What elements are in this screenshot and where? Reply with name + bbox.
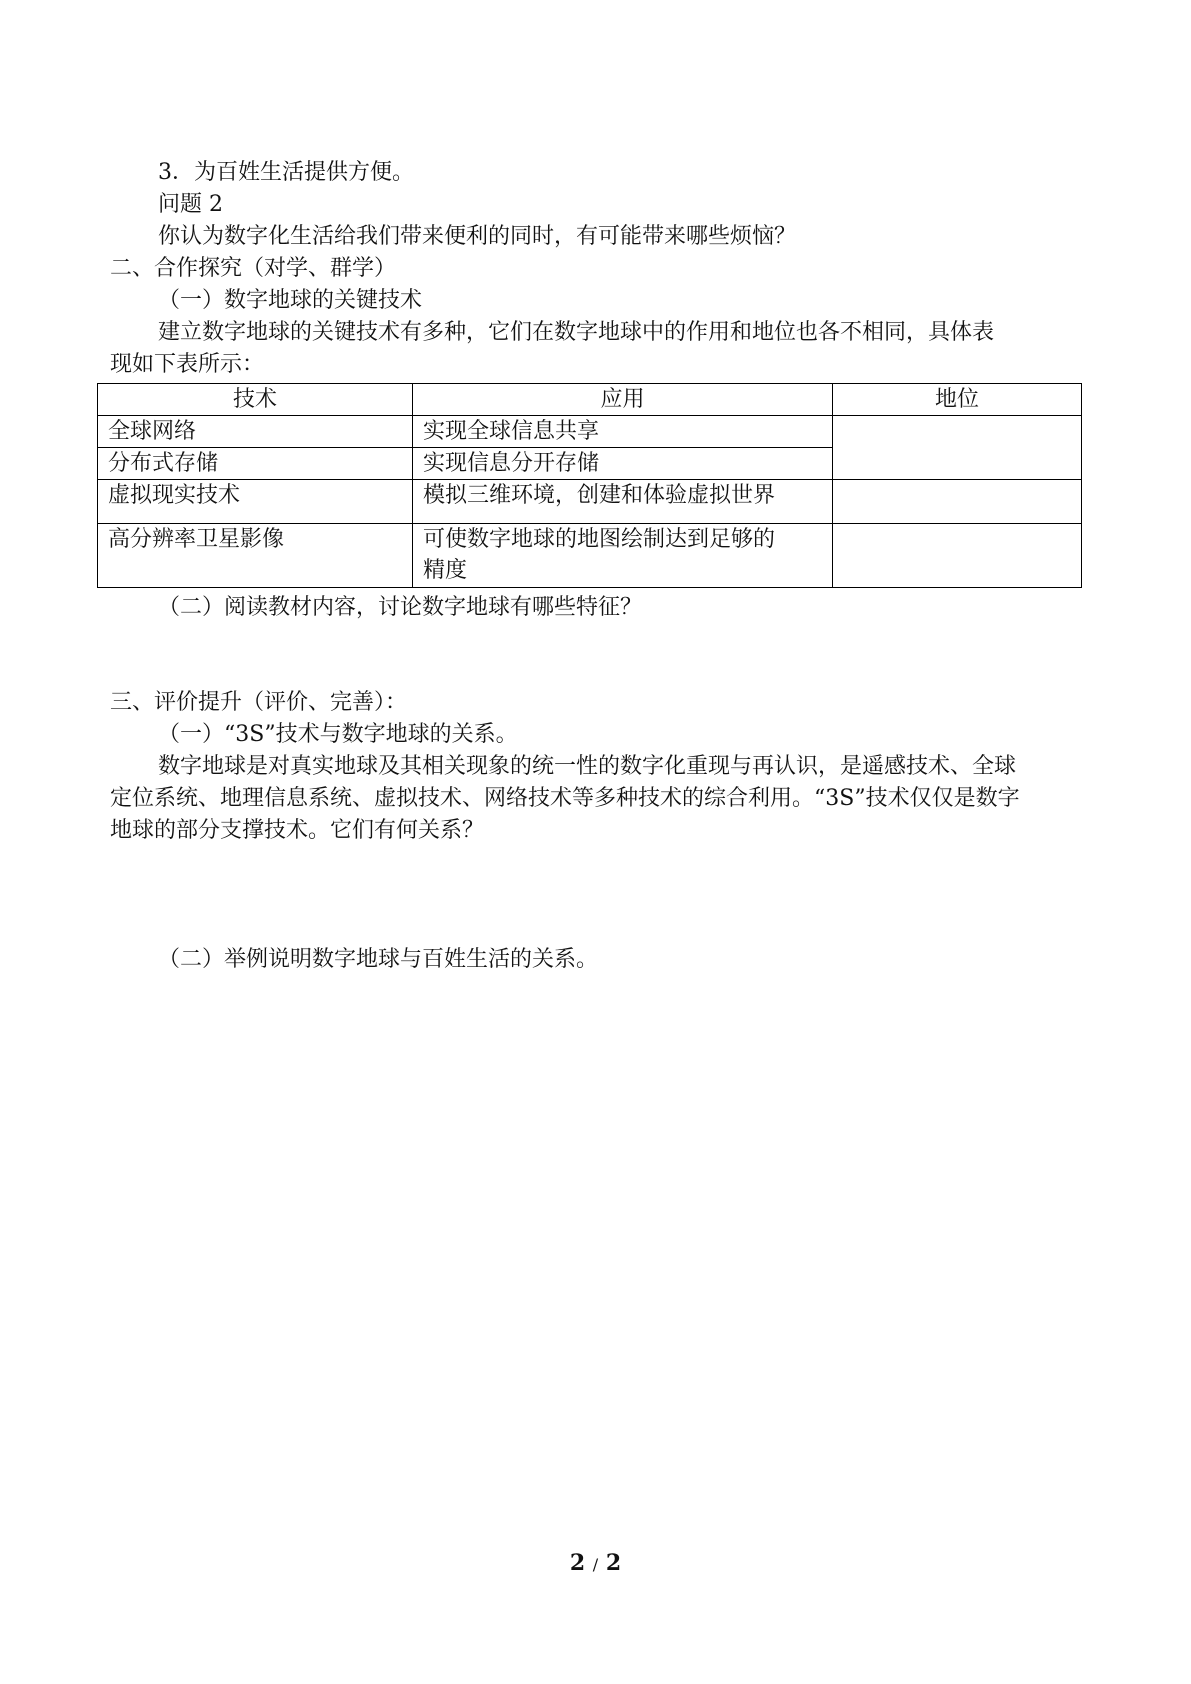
page-number <box>0 1548 1191 1580</box>
section-2-heading: 二、合作探究（对学、群学） <box>110 256 397 281</box>
question-2-title: 问题 2 <box>158 192 223 217</box>
table-cell-status <box>833 524 1082 588</box>
table-header-tech: 技术 <box>98 384 413 416</box>
list-item-3: 3．为百姓生活提供方便。 <box>158 160 414 185</box>
table-row <box>98 480 1082 524</box>
section-2-paragraph-line-2: 现如下表所示： <box>110 352 265 377</box>
table-cell-application: 实现全球信息共享 <box>413 416 833 448</box>
table-cell-status <box>833 416 1082 480</box>
section-3-subheading-1: （一）“3S”技术与数字地球的关系。 <box>158 722 518 747</box>
table-row <box>98 416 1082 448</box>
section-3-subheading-2: （二）举例说明数字地球与百姓生活的关系。 <box>158 947 599 972</box>
table-cell-status <box>833 480 1082 524</box>
table-header-row <box>98 384 1082 416</box>
table-cell-tech: 分布式存储 <box>98 448 413 480</box>
table-header-application: 应用 <box>413 384 833 416</box>
table-cell-tech: 高分辨率卫星影像 <box>98 524 413 588</box>
page-separator: / <box>592 1555 599 1574</box>
section-2-subheading-1: （一）数字地球的关键技术 <box>158 288 423 313</box>
table-row <box>98 524 1082 588</box>
page-total: 2 <box>605 1550 622 1576</box>
table-cell-application: 实现信息分开存储 <box>413 448 833 480</box>
table-cell-tech: 虚拟现实技术 <box>98 480 413 524</box>
section-3-paragraph-line-3: 地球的部分支撑技术。它们有何关系？ <box>110 818 485 843</box>
section-2-paragraph-line-1: 建立数字地球的关键技术有多种，它们在数字地球中的作用和地位也各不相同，具体表 <box>158 320 995 345</box>
table-cell-application <box>413 524 833 588</box>
key-technology-table <box>97 383 1082 588</box>
section-3-paragraph-line-2: 定位系统、地理信息系统、虚拟技术、网络技术等多种技术的综合利用。“3S”技术仅仅是数字 <box>110 786 1020 811</box>
table-cell-application: 模拟三维环境，创建和体验虚拟世界 <box>413 480 833 524</box>
table-cell-tech: 全球网络 <box>98 416 413 448</box>
page-current: 2 <box>569 1550 586 1576</box>
table-header-status: 地位 <box>833 384 1082 416</box>
table-cell-application-line-1: 可使数字地球的地图绘制达到足够的 <box>423 527 776 552</box>
table-cell-application-line-2: 精度 <box>423 558 468 583</box>
section-2-subheading-2: （二）阅读教材内容，讨论数字地球有哪些特征？ <box>158 595 643 620</box>
section-3-paragraph-line-1: 数字地球是对真实地球及其相关现象的统一性的数字化重现与再认识，是遥感技术、全球 <box>158 754 1017 779</box>
question-2-text: 你认为数字化生活给我们带来便利的同时，有可能带来哪些烦恼？ <box>158 224 797 249</box>
section-3-heading: 三、评价提升（评价、完善）： <box>110 690 408 715</box>
